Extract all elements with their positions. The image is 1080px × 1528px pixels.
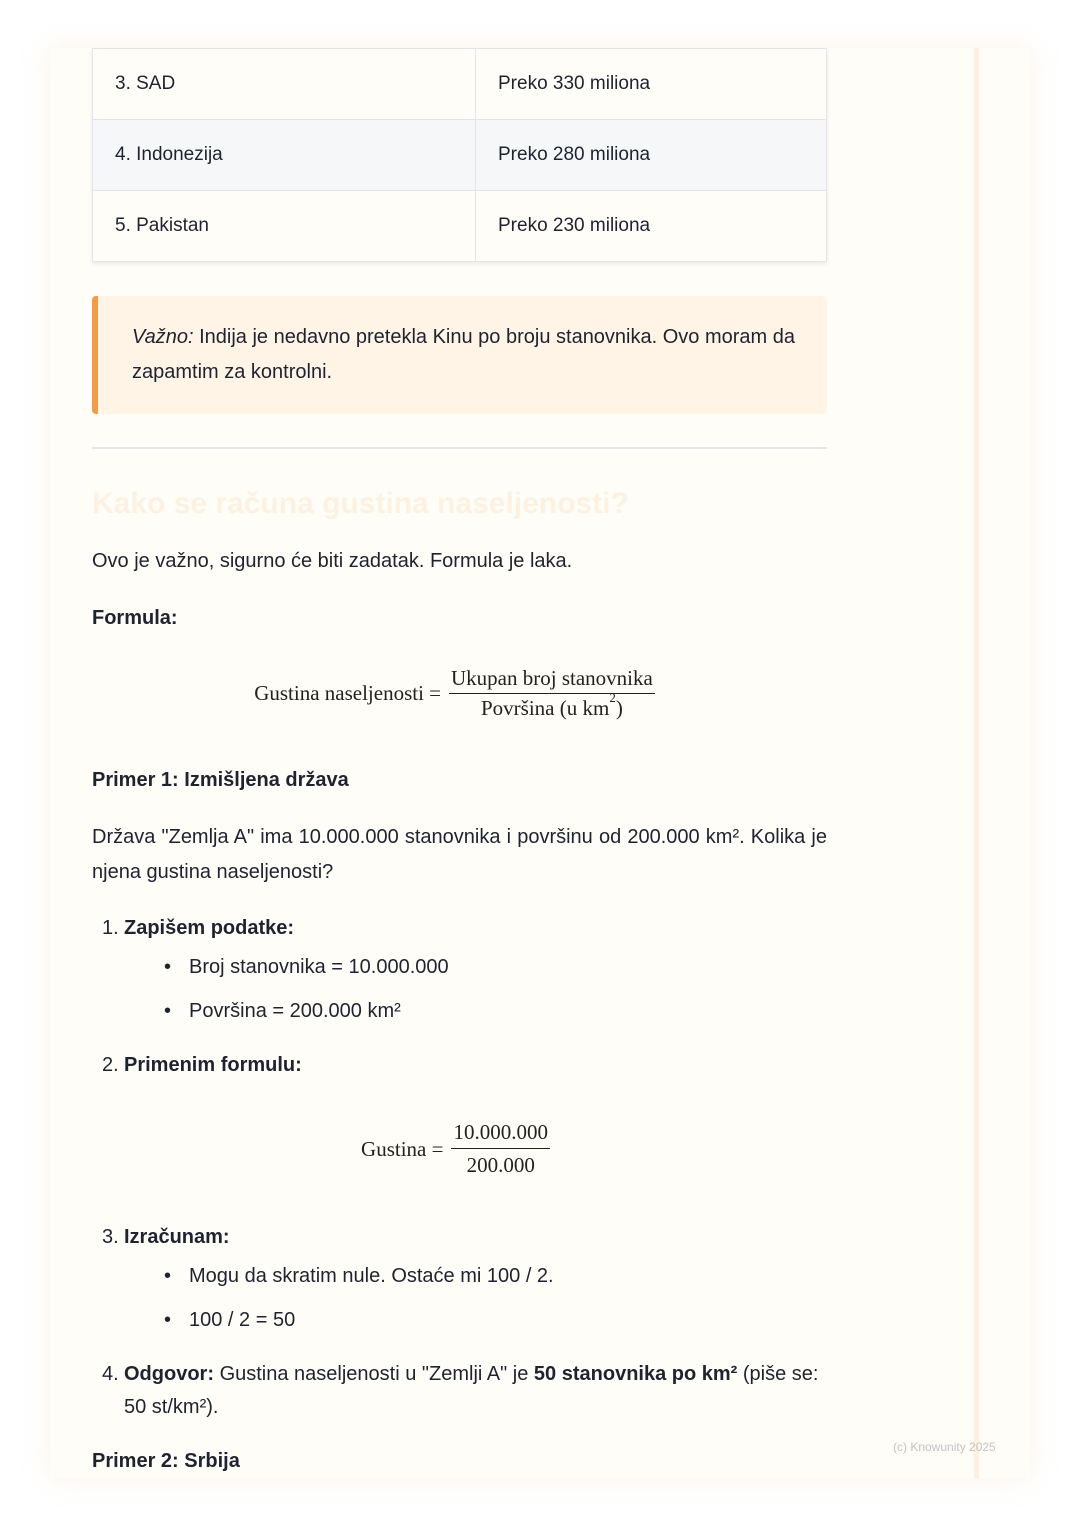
step-item (92, 1358, 827, 1424)
section-heading: Kako se računa gustina naseljenosti? (92, 487, 629, 520)
page-margin-rule (974, 48, 979, 1478)
formula-lhs: Gustina = (361, 1136, 444, 1161)
answer-highlight: 50 stanovnika po km² (533, 1363, 738, 1385)
table-row (93, 191, 827, 262)
section-divider (92, 447, 827, 449)
step-number: 2. (102, 1054, 119, 1076)
step-item (92, 912, 827, 1033)
density-formula (82, 666, 827, 721)
step-item (92, 1049, 827, 1179)
example-formula (84, 1118, 827, 1179)
denominator-close: ) (615, 696, 623, 720)
bullet-item: • 100 / 2 = 50 (124, 1298, 827, 1342)
step-title: Odgovor: (124, 1363, 214, 1385)
formula-lhs: Gustina naseljenosti = (254, 681, 442, 705)
denominator-text: Površina (u km (481, 696, 610, 720)
step-title: Zapišem podatke: (124, 917, 295, 939)
bullet-item: • Broj stanovnika = 10.000.000 (124, 945, 827, 989)
table-row (93, 120, 827, 191)
formula-numerator: 10.000.000 (451, 1118, 550, 1149)
step-bullets (124, 1254, 827, 1342)
table-cell-population: Preko 230 miliona (476, 191, 827, 262)
formula-label: Formula: (92, 607, 178, 629)
population-table (92, 48, 827, 262)
section-intro: Ovo je važno, sigurno će biti zadatak. Formula je laka. (92, 550, 573, 572)
example2-title: Primer 2: Srbija (92, 1450, 240, 1472)
formula-denominator (479, 690, 625, 721)
step-item (92, 1221, 827, 1342)
bullet-item: • Površina = 200.000 km² (124, 989, 827, 1033)
table-row (93, 49, 827, 120)
important-callout (92, 296, 827, 414)
step-number: 4. (102, 1363, 119, 1385)
step-number: 1. (102, 917, 119, 939)
callout-text: Indija je nedavno pretekla Kinu po broju stanovnika. Ovo moram da zapamtim za kontrolni. (132, 326, 796, 383)
answer-note: (piše se: 50 st/km²). (124, 1363, 819, 1418)
table-cell-population: Preko 280 miliona (476, 120, 827, 191)
formula-denominator: 200.000 (466, 1153, 535, 1177)
step-number: 3. (102, 1226, 119, 1248)
callout-label: Važno: (132, 326, 194, 348)
formula-fraction (451, 1118, 550, 1179)
step-title: Primenim formulu: (124, 1054, 302, 1076)
example1-title: Primer 1: Izmišljena država (92, 769, 349, 791)
document-content (92, 48, 827, 1479)
answer-text: Gustina naseljenosti u "Zemlji A" je (219, 1363, 529, 1385)
solution-steps (92, 912, 827, 1424)
superscript-2: 2 (609, 690, 616, 705)
copyright-footer: (c) Knowunity 2025 (893, 1440, 996, 1454)
step-bullets (124, 945, 827, 1033)
table-cell-country: 4. Indonezija (93, 120, 476, 191)
step-title: Izračunam: (124, 1226, 230, 1248)
bullet-item: • Mogu da skratim nule. Ostaće mi 100 / 2. (124, 1254, 827, 1298)
table-cell-country: 5. Pakistan (93, 191, 476, 262)
formula-numerator: Ukupan broj stanovnika (449, 666, 655, 694)
formula-fraction (449, 666, 655, 721)
table-cell-population: Preko 330 miliona (476, 49, 827, 120)
example1-problem: Država "Zemlja A" ima 10.000.000 stanovnika i površinu od 200.000 km². Kolika je njena gustina naseljenosti? (92, 826, 827, 883)
table-cell-country: 3. SAD (93, 49, 476, 120)
